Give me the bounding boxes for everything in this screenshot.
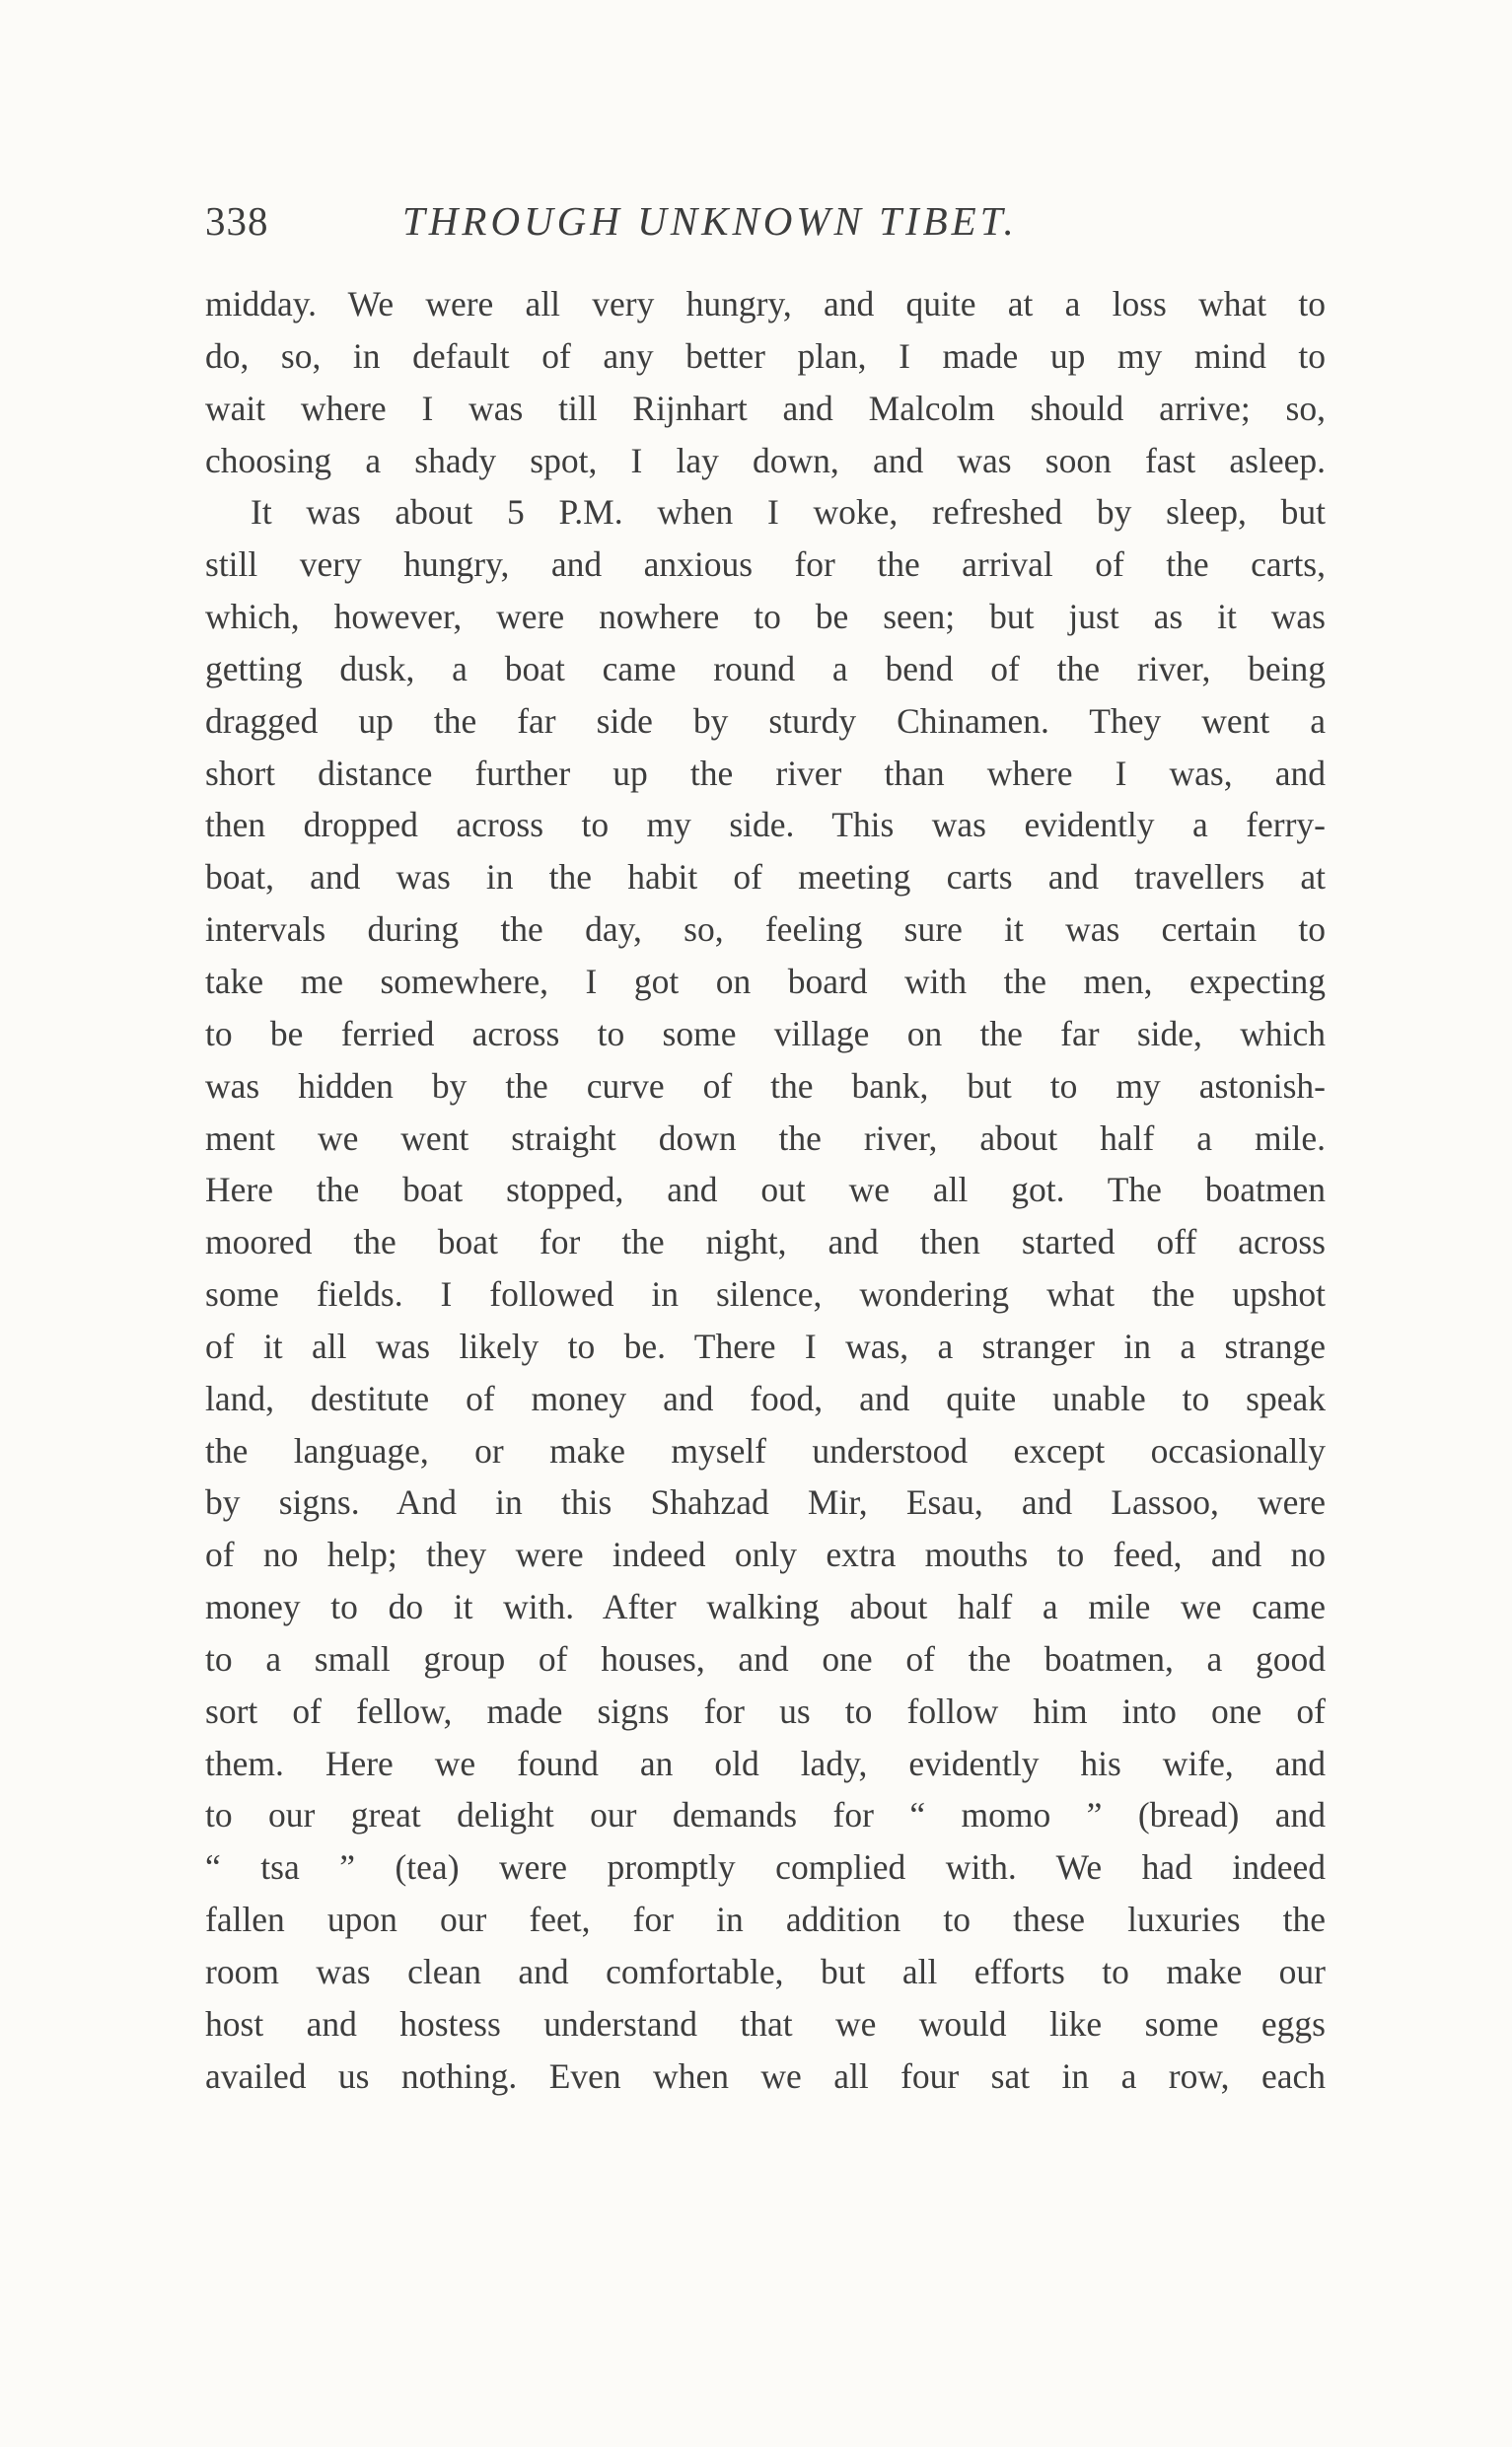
text-line: choosing a shady spot, I lay down, and was soon fast asleep. — [205, 440, 1326, 480]
text-line: getting dusk, a boat came round a bend of the river, being — [205, 648, 1326, 688]
text-line: short distance further up the river than where I was, and — [205, 753, 1326, 793]
text-line: of no help; they were indeed only extra mouths to feed, and no — [205, 1535, 1326, 1575]
text-line: boat, and was in the habit of meeting carts and travellers at — [205, 857, 1326, 898]
text-line: was hidden by the curve of the bank, but to my astonish- — [205, 1065, 1326, 1106]
text-line: the language, or make myself understood except occasionally — [205, 1430, 1326, 1471]
text-line: to be ferried across to some village on the far side, which — [205, 1013, 1326, 1053]
text-line: do, so, in default of any better plan, I made up my mind to — [205, 335, 1326, 376]
text-line: still very hungry, and anxious for the arrival of the carts, — [205, 544, 1326, 585]
text-line: wait where I was till Rijnhart and Malcolm should arrive; so, — [205, 388, 1326, 428]
text-line: some fields. I followed in silence, wondering what the upshot — [205, 1274, 1326, 1315]
text-line: room was clean and comfortable, but all efforts to make our — [205, 1952, 1326, 1991]
text-line: to our great delight our demands for “ momo ” (bread) and — [205, 1795, 1326, 1835]
text-line: midday. We were all very hungry, and quite at a loss what to — [205, 284, 1326, 324]
text-line: money to do it with. After walking about half a mile we came — [205, 1587, 1326, 1627]
page-number: 338 — [205, 198, 269, 244]
text-line: ment we went straight down the river, about half a mile. — [205, 1117, 1326, 1158]
text-line: “ tsa ” (tea) were promptly complied with. We had indeed — [205, 1847, 1326, 1888]
text-line: fallen upon our feet, for in addition to these luxuries the — [205, 1900, 1326, 1940]
page-header — [205, 197, 1326, 256]
text-line: host and hostess understand that we would like some eggs — [205, 2003, 1326, 2044]
text-line: intervals during the day, so, feeling sure it was certain to — [205, 909, 1326, 950]
text-line: It was about 5 P.M. when I woke, refreshed by sleep, but — [251, 492, 1326, 533]
text-line: them. Here we found an old lady, evidently his wife, and — [205, 1743, 1326, 1783]
text-line: availed us nothing. Even when we all four sat in a row, each — [205, 2055, 1326, 2096]
text-line: to a small group of houses, and one of the boatmen, a good — [205, 1638, 1326, 1679]
text-line: which, however, were nowhere to be seen; but just as it was — [205, 597, 1326, 637]
text-line: land, destitute of money and food, and quite unable to speak — [205, 1378, 1326, 1418]
text-line: Here the boat stopped, and out we all got. The boatmen — [205, 1170, 1326, 1210]
running-title: THROUGH UNKNOWN TIBET. — [402, 198, 1018, 244]
text-line: dragged up the far side by sturdy Chinamen. They went a — [205, 700, 1326, 741]
text-line: moored the boat for the night, and then started off across — [205, 1222, 1326, 1262]
text-line: sort of fellow, made signs for us to follow him into one of — [205, 1691, 1326, 1731]
text-line: by signs. And in this Shahzad Mir, Esau, and Lassoo, were — [205, 1482, 1326, 1523]
body-text — [205, 278, 1326, 2103]
text-line: take me somewhere, I got on board with the men, expecting — [205, 961, 1326, 1001]
text-line: then dropped across to my side. This was evidently a ferry- — [205, 805, 1326, 845]
text-line: of it all was likely to be. There I was, a stranger in a strange — [205, 1326, 1326, 1366]
